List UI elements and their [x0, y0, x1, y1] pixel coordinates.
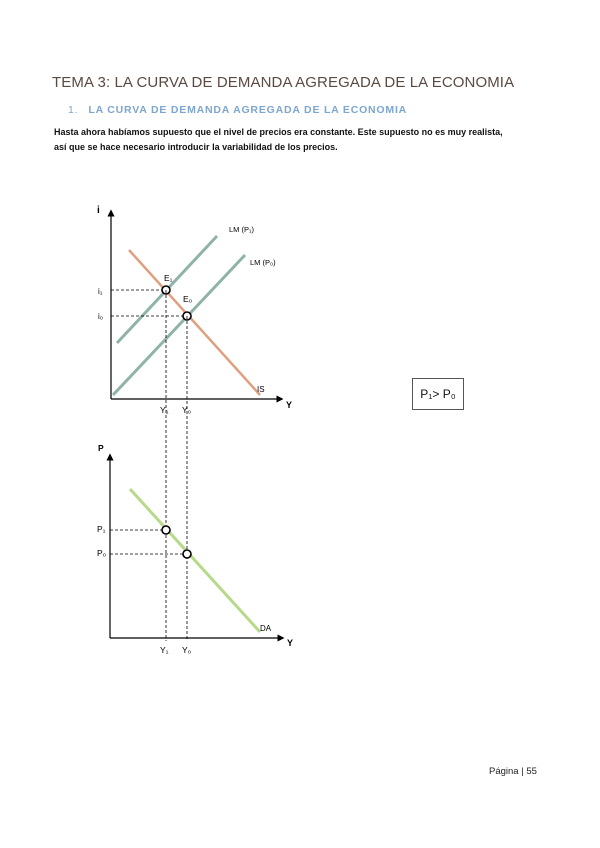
islm-diagram: [97, 205, 292, 415]
lm-p1-label: LM (P₁): [229, 225, 255, 234]
i1-label: i₁: [98, 287, 103, 296]
paragraph-line-2: así que se hace necesario introducir la variabilidad de los precios.: [54, 142, 338, 152]
page-title: TEMA 3: LA CURVA DE DEMANDA AGREGADA DE LA ECONOMIA: [52, 74, 515, 91]
islm-y-axis-label: i: [97, 205, 100, 216]
da-curve: [130, 489, 260, 632]
ad-diagram: [97, 443, 293, 655]
inequality-box: P₁> P₀: [412, 378, 464, 410]
p0-point: [183, 550, 191, 558]
is-curve: [129, 250, 260, 395]
ad-y1-label: Y₁: [160, 645, 169, 655]
i0-label: i₀: [98, 312, 104, 321]
section-number: 1.: [68, 104, 79, 116]
is-label: IS: [257, 385, 265, 394]
p0-label: P₀: [97, 548, 107, 558]
islm-x-axis-label: Y: [286, 400, 293, 410]
e1-label: E₁: [164, 273, 173, 283]
paragraph-line-1: Hasta ahora habíamos supuesto que el nivel de precios era constante. Este supuesto no es muy realista,: [54, 127, 503, 137]
e0-label: E₀: [183, 294, 193, 304]
ad-y0-label: Y₀: [182, 645, 192, 655]
p1-point: [162, 526, 170, 534]
ad-y-axis-label: P: [98, 443, 104, 453]
ad-x-axis-label: Y: [287, 638, 294, 648]
section-title: LA CURVA DE DEMANDA AGREGADA DE LA ECONOMIA: [88, 104, 408, 116]
p1-label: P₁: [97, 524, 106, 534]
islm-y0-label: Y₀: [182, 405, 192, 415]
lm-p0-label: LM (P₀): [250, 258, 276, 267]
page-number: Página | 55: [489, 766, 537, 777]
da-label: DA: [260, 624, 272, 633]
islm-y1-label: Y₁: [160, 405, 169, 415]
